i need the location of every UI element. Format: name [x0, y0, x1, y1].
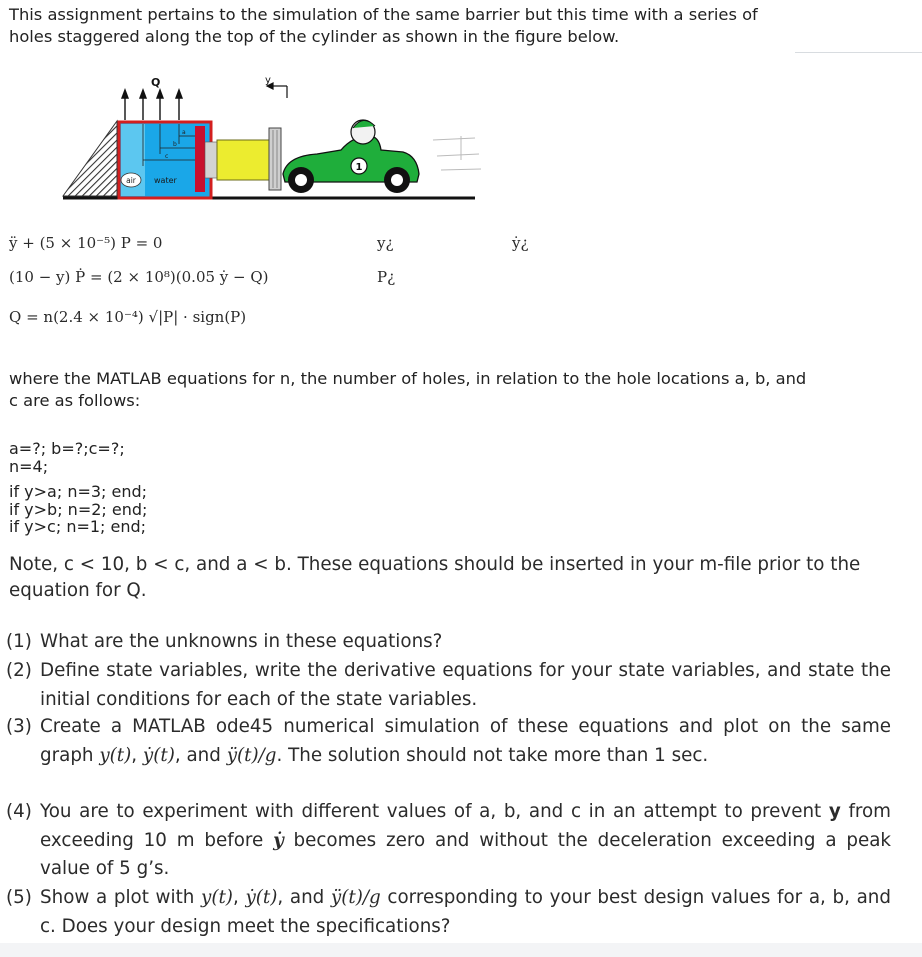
- piston: [195, 126, 205, 192]
- code-line: if y>c; n=1; end;: [9, 517, 147, 536]
- race-car: [283, 120, 419, 193]
- question-number: (5): [6, 887, 32, 908]
- code-line: a=?; b=?;c=?;: [9, 439, 125, 458]
- initial-condition-p: P¿: [377, 268, 396, 286]
- barrier-figure: [55, 74, 495, 214]
- question-number: (3): [6, 716, 32, 737]
- equation-1: ÿ + (5 × 10⁻⁵) P = 0: [9, 234, 163, 252]
- code-line: if y>b; n=2; end;: [9, 499, 148, 519]
- header-divider: [795, 52, 922, 53]
- code-line: if y>a; n=3; end;: [9, 482, 148, 501]
- y-axis-label: y: [265, 75, 271, 86]
- equation-3: Q = n(2.4 × 10⁻⁴) √|P| · sign(P): [9, 308, 247, 326]
- dim-a-label: a: [182, 129, 186, 136]
- code-line: n=4;: [9, 456, 49, 476]
- car-number: 1: [355, 162, 363, 173]
- where-paragraph: where the MATLAB equations for n, the number of holes, in relation to the hole locations a, b, and c are as follows:: [9, 369, 807, 410]
- water-label: water: [154, 176, 177, 185]
- page-bottom-band: [0, 943, 922, 957]
- intro-paragraph: This assignment pertains to the simulation of the same barrier but this time with a series of holes staggered along the top of the cylinder as shown in the figure below.: [9, 5, 758, 46]
- question-text: You are to experiment with different values of a, b, and c in an attempt to prevent y from exceeding 10 m before ẏ becomes zero and without the deceleration exceeding a peak value of 5 g’s.: [40, 801, 891, 879]
- equation-2: (10 − y) Ṗ = (2 × 10⁸)(0.05 ẏ − Q): [9, 268, 269, 286]
- question-text: Show a plot with y(t), ẏ(t), and ÿ(t)/g corresponding to your best design values for a, b, and c. Does your design meet the specifications?: [40, 887, 891, 937]
- question-number: (4): [6, 801, 32, 822]
- flow-arrows: [122, 90, 182, 120]
- dim-b-label: b: [173, 141, 177, 148]
- question-text: Define state variables, write the derivative equations for your state variables, and state the initial conditions for each of the state variables.: [40, 660, 891, 710]
- question-text: What are the unknowns in these equations?: [40, 631, 443, 652]
- barrier-wedge: [63, 121, 117, 196]
- q-flow-label: Q: [151, 76, 161, 89]
- initial-condition-y: y¿: [377, 234, 394, 252]
- dim-c-label: c: [165, 153, 169, 160]
- speed-lines: [433, 136, 481, 170]
- air-label: air: [126, 176, 136, 185]
- question-text: Create a MATLAB ode45 numerical simulation of these equations and plot on the same graph y(t), ẏ(t), and ÿ(t)/g. The solution should not take more than 1 sec.: [40, 716, 891, 766]
- question-5: [6, 884, 891, 941]
- bumper-plate: [269, 128, 281, 190]
- question-number: (1): [6, 631, 32, 652]
- initial-condition-ydot: ẏ¿: [512, 234, 529, 252]
- question-3: [6, 713, 891, 770]
- question-1: [6, 628, 891, 657]
- question-4: [6, 798, 891, 884]
- piston-rod: [217, 140, 269, 180]
- question-2: [6, 657, 891, 714]
- note-paragraph: Note, c < 10, b < c, and a < b. These equations should be inserted in your m-file prior to the equation for Q.: [9, 554, 861, 601]
- question-number: (2): [6, 660, 32, 681]
